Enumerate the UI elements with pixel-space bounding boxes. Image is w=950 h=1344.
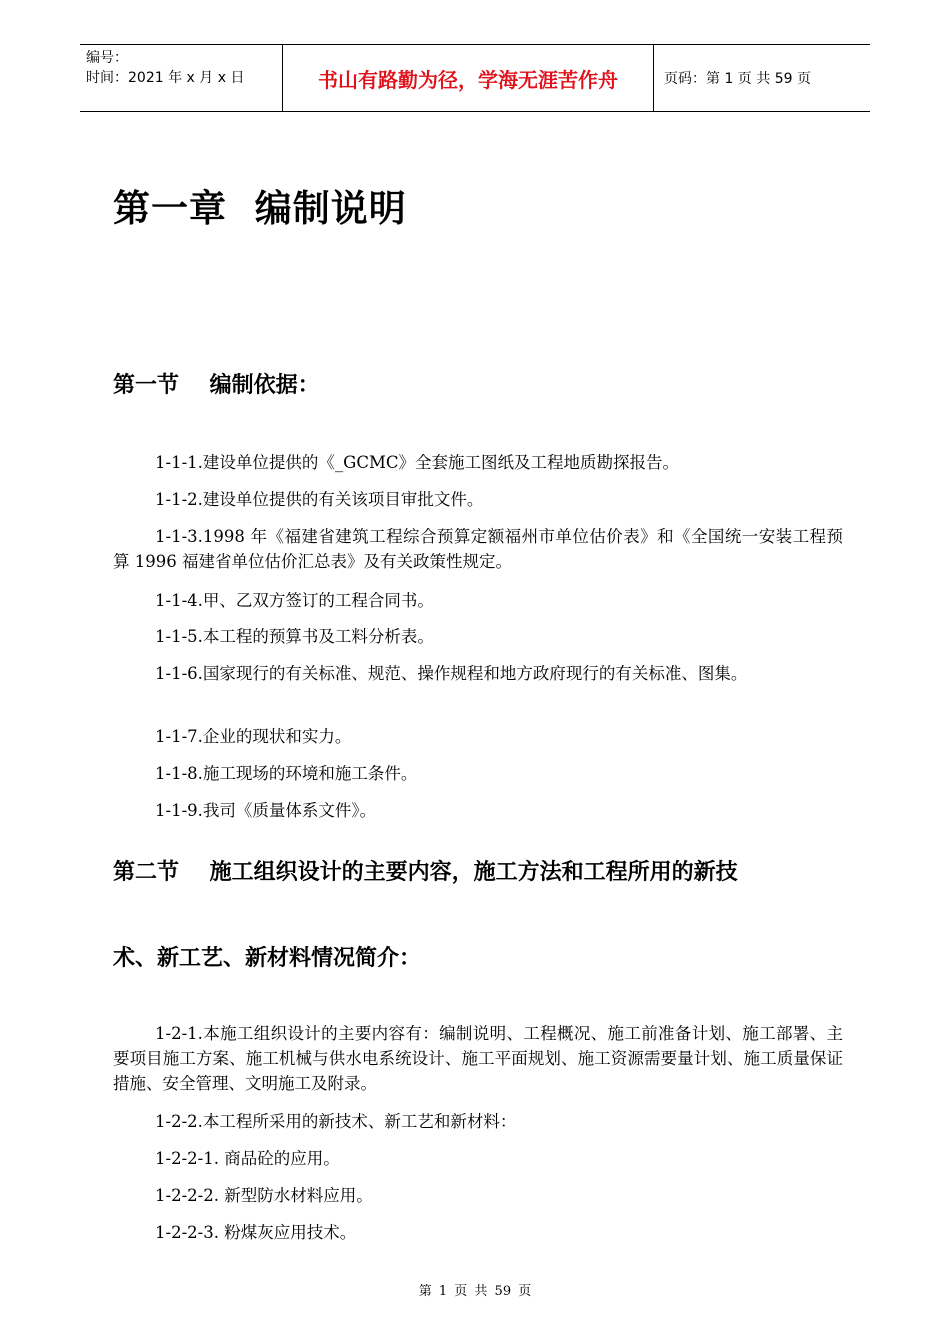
- section-1-item: 1-1-7.企业的现状和实力。: [155, 727, 352, 746]
- section-1-item: 1-1-5.本工程的预算书及工料分析表。: [155, 627, 434, 646]
- page-footer: 第 1 页 共 59 页: [418, 1284, 532, 1299]
- header-motto: 书山有路勤为径，学海无涯苦作舟: [282, 45, 654, 111]
- section-1-item: 1-1-6.国家现行的有关标准、规范、操作规程和地方政府现行的有关标准、图集。: [155, 664, 748, 683]
- header-info-cell: [80, 45, 282, 111]
- section-2-item: 1-2-2-1. 商品砼的应用。: [155, 1149, 340, 1168]
- section-1-item: 1-1-1.建设单位提供的《_GCMC》全套施工图纸及工程地质勘探报告。: [155, 453, 679, 472]
- document-date-label: 时间：2021 年 x 月 x 日: [86, 70, 245, 86]
- document-header: [80, 44, 870, 112]
- section-2-item: 1-2-1.本施工组织设计的主要内容有：编制说明、工程概况、施工前准备计划、施工部署、主要项目施工方案、施工机械与供水电系统设计、施工平面规划、施工资源需要量计划、施工质量保证措施、安全管理、文明施工及附录。: [113, 1024, 843, 1093]
- section-1-item: 1-1-3.1998 年《福建省建筑工程综合预算定额福州市单位估价表》和《全国统一安装工程预算 1996 福建省单位估价汇总表》及有关政策性规定。: [113, 527, 843, 571]
- section-2-item: 1-2-2-2. 新型防水材料应用。: [155, 1186, 373, 1205]
- header-page-label: 页码：第 1 页 共 59 页: [664, 71, 811, 87]
- section-2-item: 1-2-2.本工程所采用的新技术、新工艺和新材料：: [155, 1112, 517, 1131]
- document-number-label: 编号：: [86, 50, 128, 66]
- section-1-title: 第一节 编制依据：: [113, 373, 320, 398]
- chapter-title: 第一章 编制说明: [113, 187, 407, 230]
- section-1-item: 1-1-4.甲、乙双方签订的工程合同书。: [155, 591, 434, 610]
- section-1-item: 1-1-2.建设单位提供的有关该项目审批文件。: [155, 490, 484, 509]
- section-1-item: 1-1-9.我司《质量体系文件》。: [155, 801, 377, 820]
- section-2-item: 1-2-2-3. 粉煤灰应用技术。: [155, 1223, 357, 1242]
- section-1-item: 1-1-8.施工现场的环境和施工条件。: [155, 764, 418, 783]
- section-2-title-line-2: 术、新工艺、新材料情况简介：: [113, 946, 422, 971]
- section-2-title-line-1: 第二节 施工组织设计的主要内容，施工方法和工程所用的新技: [113, 860, 738, 885]
